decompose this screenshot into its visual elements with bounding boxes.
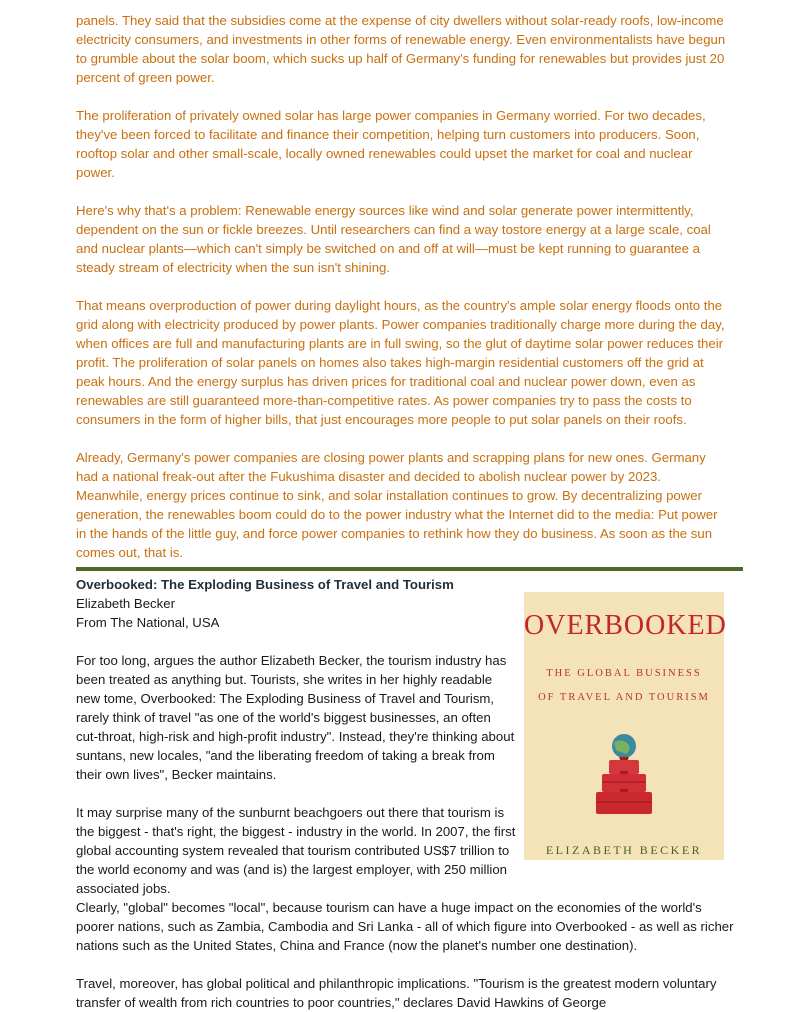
paragraph: Travel, moreover, has global political and philanthropic implications. "Tourism is the greatest modern voluntary transfer of wealth from rich countries to poor countries," declares David Hawkins of George [76,976,717,1010]
paragraph: The proliferation of privately owned solar has large power companies in Germany worried. For two decades, they've been forced to facilitate and finance their competition, helping turn customers into producers. Soon, rooftop solar and other small-scale, locally owned renewables could upset the market for coal and nuclear power. [76,108,706,180]
book-cover-subtitle-line: THE GLOBAL BUSINESS [546,668,702,679]
book-cover-subtitle [524,662,724,710]
article-author: Elizabeth Becker [76,596,175,611]
section-divider [76,567,743,571]
paragraph: That means overproduction of power during daylight hours, as the country's ample solar energy floods onto the grid along with electricity produced by power plants. Power companies traditionally charge more during the day, when offices are full and manufacturing plants are in full swing, so the glut of daytime solar power reduces their profit. The proliferation of solar panels on homes also takes high-margin residential customers off the grid at peak hours. And the energy surplus has driven prices for traditional coal and nuclear power down, even as renewables are still guaranteed more-than-competitive rates. As power companies try to pass the costs to consumers in the form of higher bills, that just encourages more people to put solar panels on their roofs. [76,298,725,427]
paragraph: For too long, argues the author Elizabeth Becker, the tourism industry has been treated as anything but. Tourists, she writes in her highly readable new tome, Overbooked: The Exploding Business of Travel and Tourism, rarely think of travel "as one of the world's biggest businesses, an often cut-throat, high-risk and high-profit industry". Instead, they're thinking about suntans, new locales, "and the liberating freedom of taking a break from their own lives", Becker maintains. [76,653,515,782]
article-title: Overbooked: The Exploding Business of Travel and Tourism [76,577,454,592]
paragraph: Here's why that's a problem: Renewable energy sources like wind and solar generate power intermittently, dependent on the sun or fickle breezes. Until researchers can find a way tostore energy at a large scale, coal and nuclear plants—which can't simply be switched on and off at will—must be kept running to guarantee a steady stream of electricity when the sun isn't shining. [76,203,711,275]
paragraph: It may surprise many of the sunburnt beachgoers out there that tourism is the biggest - that's right, the biggest - industry in the world. In 2007, the first global accounting system revealed that tourism contributed US$7 trillion to the world economy and was (and is) the largest employer, with 250 million associated jobs. [76,805,516,896]
paragraph: Clearly, "global" becomes "local", because tourism can have a huge impact on the economies of the world's poorer nations, such as Zambia, Cambodia and Sri Lanka - all of which figure into Overbooked - as well as richer nations such as the United States, China and France (now the planet's number one destination). [76,900,734,953]
article-source: From The National, USA [76,615,220,630]
suitcase-stack-icon [524,724,724,829]
paragraph: panels. They said that the subsidies come at the expense of city dwellers without solar-ready roofs, low-income electricity consumers, and investments in other forms of renewable energy. Even environmentalists have begun to grumble about the solar boom, which sucks up half of Germany's funding for renewables but provides just 20 percent of green power. [76,13,726,85]
book-cover-subtitle-line: OF TRAVEL AND TOURISM [538,692,710,703]
book-cover-image [524,592,727,860]
book-cover-title: OVERBOOKED [524,610,727,641]
book-cover-author: ELIZABETH BECKER [545,843,703,857]
article-continuation [76,11,726,581]
paragraph: Already, Germany's power companies are closing power plants and scrapping plans for new ones. Germany had a national freak-out after the Fukushima disaster and decided to abolish nuclear power by 2023. Meanwhile, energy prices continue to sink, and solar installation continues to grow. By decentralizing power generation, the renewables boom could do to the power industry what the Internet did to the media: Put power in the hands of the little guy, and force power companies to rethink how they do business. As soon as the sun comes out, that is. [76,450,718,560]
